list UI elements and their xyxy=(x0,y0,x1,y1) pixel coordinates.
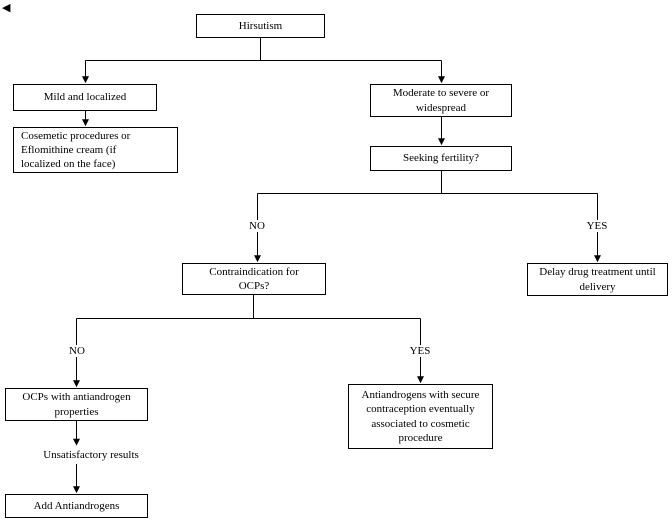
branch-label-ocp-no: NO xyxy=(65,345,89,357)
node-antiandrogens-secure-line-2: contraception eventually xyxy=(366,403,475,416)
node-cosmetic-procedures-line-2: Eflomithine cream (if xyxy=(21,143,117,156)
flow-line xyxy=(258,170,598,194)
node-seeking-fertility-text: Seeking fertility? xyxy=(402,152,480,165)
node-antiandrogens-secure xyxy=(348,384,493,449)
node-ocps-antiandrogen-line-1: OCPs with antiandrogen xyxy=(22,391,131,404)
node-add-antiandrogens-text: Add Antiandrogens xyxy=(33,499,120,512)
node-antiandrogens-secure-line-3: associated to cosmetic xyxy=(371,417,470,430)
branch-label-fertility-no: NO xyxy=(245,220,269,232)
node-delay-treatment-line-1: Delay drug treatment until xyxy=(539,266,656,279)
node-seeking-fertility xyxy=(370,146,512,171)
node-moderate-severe xyxy=(370,84,512,117)
flow-line xyxy=(86,38,442,61)
node-delay-treatment xyxy=(527,263,668,296)
node-contraindication-line-1: Contraindication for xyxy=(209,265,299,278)
node-hirsutism-text: Hirsutism xyxy=(238,19,283,32)
node-ocps-antiandrogen xyxy=(5,388,148,421)
node-moderate-severe-line-2: widespread xyxy=(415,101,467,114)
node-cosmetic-procedures-line-3: localized on the face) xyxy=(21,158,116,171)
figure-corner-marker-icon: ◀ xyxy=(2,2,11,14)
node-hirsutism xyxy=(196,14,325,38)
node-cosmetic-procedures-line-1: Cosemetic procedures or xyxy=(21,129,131,142)
node-ocps-antiandrogen-line-2: properties xyxy=(54,405,99,418)
node-mild-localized-text: Mild and localized xyxy=(43,91,127,104)
branch-label-fertility-yes: YES xyxy=(583,220,612,232)
flow-line xyxy=(77,295,421,319)
node-antiandrogens-secure-line-1: Antiandrogens with secure xyxy=(361,389,480,402)
node-moderate-severe-line-1: Moderate to severe or xyxy=(392,87,490,100)
node-cosmetic-procedures xyxy=(13,127,178,173)
step-unsatisfactory-results: Unsatisfactory results xyxy=(39,449,143,461)
node-add-antiandrogens xyxy=(5,494,148,518)
node-contraindication-ocps xyxy=(182,263,326,295)
node-antiandrogens-secure-line-4: procedure xyxy=(398,431,443,444)
node-delay-treatment-line-2: delivery xyxy=(579,280,616,293)
node-contraindication-line-2: OCPs? xyxy=(238,280,270,292)
node-mild-localized xyxy=(13,84,157,111)
branch-label-ocp-yes: YES xyxy=(406,345,435,357)
